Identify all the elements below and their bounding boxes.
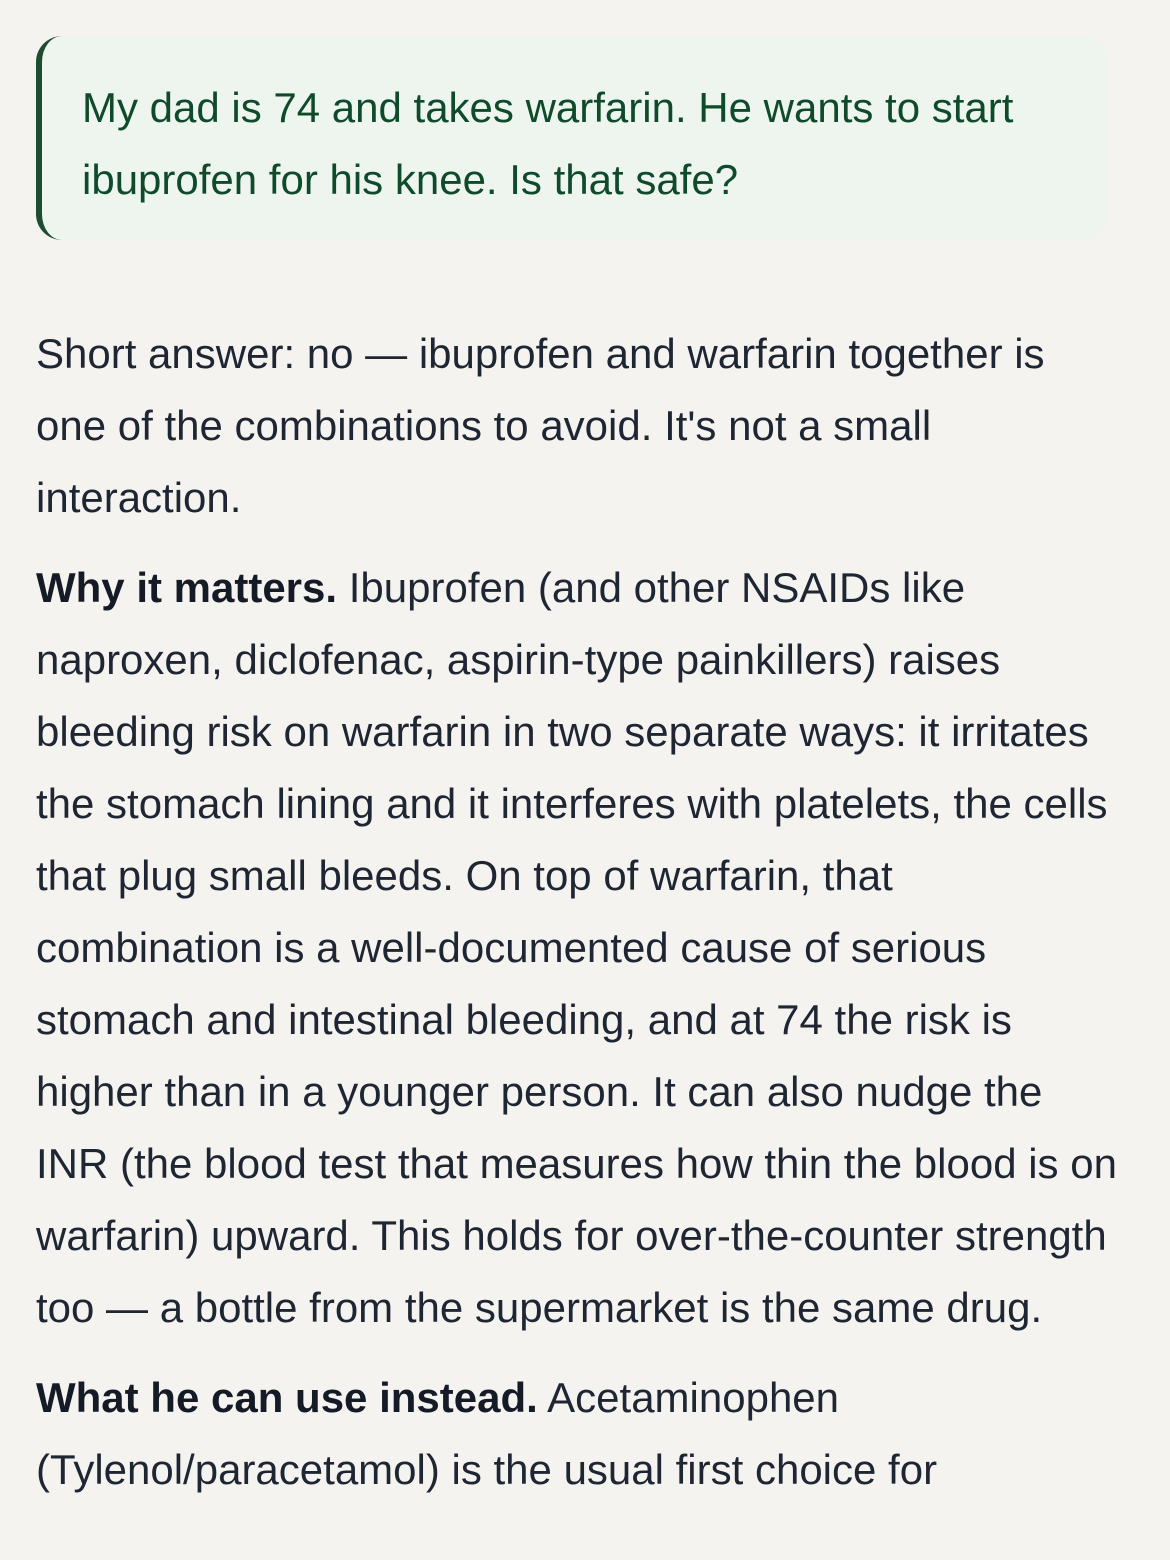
assistant-message — [36, 318, 1126, 1524]
paragraph-lead: What he can use instead. — [36, 1374, 538, 1421]
assistant-paragraph-short-answer — [36, 318, 1126, 534]
assistant-paragraph-alternatives — [36, 1362, 1126, 1506]
paragraph-lead: Why it matters. — [36, 564, 338, 611]
paragraph-body: Ibuprofen (and other NSAIDs like naproxen, diclofenac, aspirin-type painkillers) raises bleeding risk on warfarin in two separate ways: it irritates the stomach lining and it interferes with platelets, the cells that plug small bleeds. On top of warfarin, that combination is a well-documented cause of serious stomach and intestinal bleeding, and at 74 the risk is higher than in a younger person. It can also nudge the INR (the blood test that measures how thin the blood is on warfarin) upward. This holds for over-the-counter strength too — a bottle from the supermarket is the same drug. — [36, 564, 1117, 1331]
paragraph-body: Short answer: no — ibuprofen and warfarin together is one of the combinations to avoid. It's not a small interaction. — [36, 330, 1045, 521]
paragraph-body: Acetaminophen (Tylenol/paracetamol) is the usual first choice for — [36, 1374, 938, 1493]
user-message-text: My dad is 74 and takes warfarin. He wants to start ibuprofen for his knee. Is that safe? — [82, 84, 1014, 203]
user-message-bubble — [36, 36, 1108, 240]
assistant-paragraph-why-it-matters — [36, 552, 1126, 1344]
